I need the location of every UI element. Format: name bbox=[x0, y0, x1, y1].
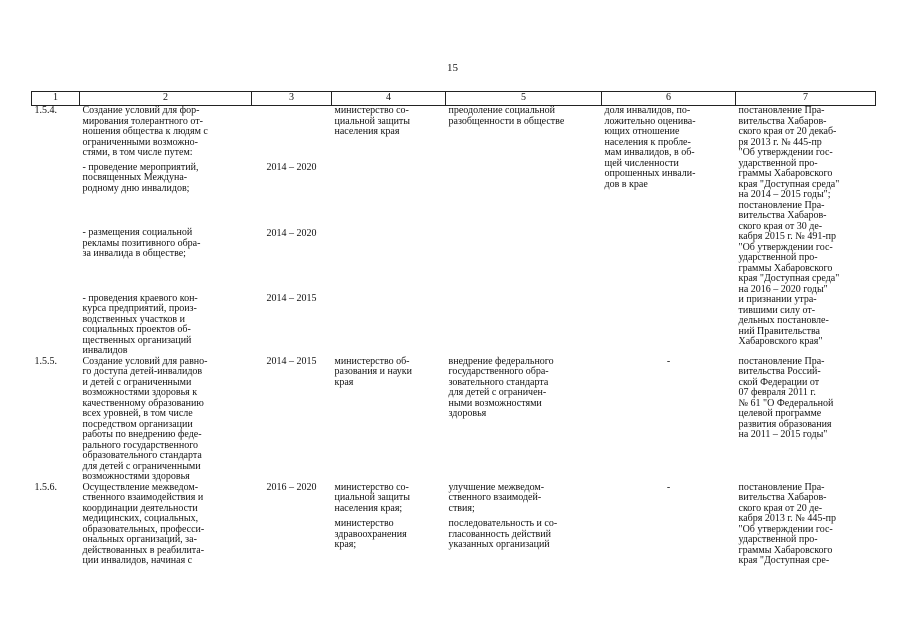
result-cell: преодоление социальной разобщенности в обществе bbox=[448, 105, 565, 127]
table-row bbox=[32, 106, 876, 357]
col-header-2: 2 bbox=[80, 92, 252, 106]
executor-cell: министерство со- циальной защиты населения края bbox=[334, 105, 411, 137]
col-header-1: 1 bbox=[32, 92, 80, 106]
basis-cell: постановление Пра- вительства Россий- ской Федерации от 07 февраля 2011 г. № 61 "О Федеральной целевой программе развития образования на 2011 – 2015 годы" bbox=[738, 355, 834, 440]
basis-cell: постановление Пра- вительства Хабаров- ского края от 20 декаб- ря 2013 г. № 445-пр "Об утверждении гос- ударственной про- граммы Хабаровского края "Доступная среда" на 2014 – 2015 годы"; постановление Пра- вительства Хабаров- ского края от 30 де- кабря 2015 г. № 491-пр "Об утверждении гос- ударственной про- граммы Хабаровского края "Доступная среда" на 2016 – 2020 годы" и признании утра- тившими силу от- дельных постановле- ний Правительства Хабаровского края" bbox=[738, 105, 840, 347]
indicator-cell: - bbox=[666, 355, 671, 367]
measure-subitem: - проведение мероприятий, посвященных Междуна- родному дню инвалидов; bbox=[82, 161, 199, 194]
result-cell: внедрение федерального государственного обра- зовательного стандарта для детей с ограничен- ными возможностями здоровья bbox=[448, 355, 554, 419]
years-cell bbox=[252, 106, 332, 357]
header-row bbox=[32, 92, 876, 106]
col-header-7: 7 bbox=[736, 92, 876, 106]
executor-cell bbox=[332, 483, 446, 567]
result-cell bbox=[446, 483, 602, 567]
executor-entry: министерство со- циальной защиты населения края; bbox=[334, 481, 411, 514]
page-number: 15 bbox=[447, 62, 458, 74]
row-number: 1.5.5. bbox=[34, 355, 57, 367]
col-header-5: 5 bbox=[446, 92, 602, 106]
measure-cell bbox=[80, 106, 252, 357]
program-table bbox=[31, 91, 876, 567]
years-value: 2016 – 2020 bbox=[266, 481, 317, 493]
basis-cell: постановление Пра- вительства Хабаров- ского края от 20 де- кабря 2013 г. № 445-пр "Об утверждении гос- ударственной про- граммы Хабаровского края "Доступная сре- bbox=[738, 481, 837, 566]
indicator-cell: - bbox=[666, 481, 671, 493]
executor-entry: министерство здравоохранения края; bbox=[334, 518, 407, 550]
result-entry: последовательность и со- гласованность действий указанных организаций bbox=[448, 518, 558, 550]
col-header-3: 3 bbox=[252, 92, 332, 106]
col-header-4: 4 bbox=[332, 92, 446, 106]
measure-subitem: - размещения социальной рекламы позитивного обра- за инвалида в обществе; bbox=[82, 227, 201, 259]
measure-title: Создание условий для фор- мирования толерантного от- ношения общества к людям с ограниченными возможно- стями, в том числе путем: bbox=[82, 105, 208, 158]
years-value: 2014 – 2020 bbox=[266, 227, 317, 239]
table-row bbox=[32, 483, 876, 567]
executor-cell: министерство об- разования и науки края bbox=[334, 355, 413, 388]
col-header-6: 6 bbox=[602, 92, 736, 106]
years-value: 2014 – 2015 bbox=[266, 293, 317, 304]
row-number: 1.5.6. bbox=[34, 481, 57, 493]
table-row bbox=[32, 357, 876, 483]
row-number: 1.5.4. bbox=[34, 105, 57, 116]
indicator-cell: доля инвалидов, по- ложительно оценива- ющих отношение населения к пробле- мам инвалидов, в об- щей численности опрошенных инвали- дов в крае bbox=[604, 105, 696, 190]
measure-title: Осуществление межведом- ственного взаимодействия и координации деятельности медицинских, социальных, образовательных, професси- ональных организаций, за- действованных в реабилита- ции инвалидов, начиная с bbox=[82, 481, 205, 566]
years-value: 2014 – 2015 bbox=[266, 355, 317, 367]
measure-title: Создание условий для равно- го доступа детей-инвалидов и детей с ограниченными возможностями здоровья к качественному образованию всех уровней, в том числе посредством организации работы по внедрению феде- рального государственного образовательного стандарта для детей с ограниченными возможностями здоровья bbox=[82, 355, 208, 482]
result-entry: улучшение межведом- ственного взаимодей- ствия; bbox=[448, 481, 545, 514]
measure-subitem: - проведения краевого кон- курса предприятий, произ- водственных участков и социальных проектов об- щественных организаций инвалидов bbox=[82, 292, 198, 356]
years-value: 2014 – 2020 bbox=[266, 162, 317, 173]
